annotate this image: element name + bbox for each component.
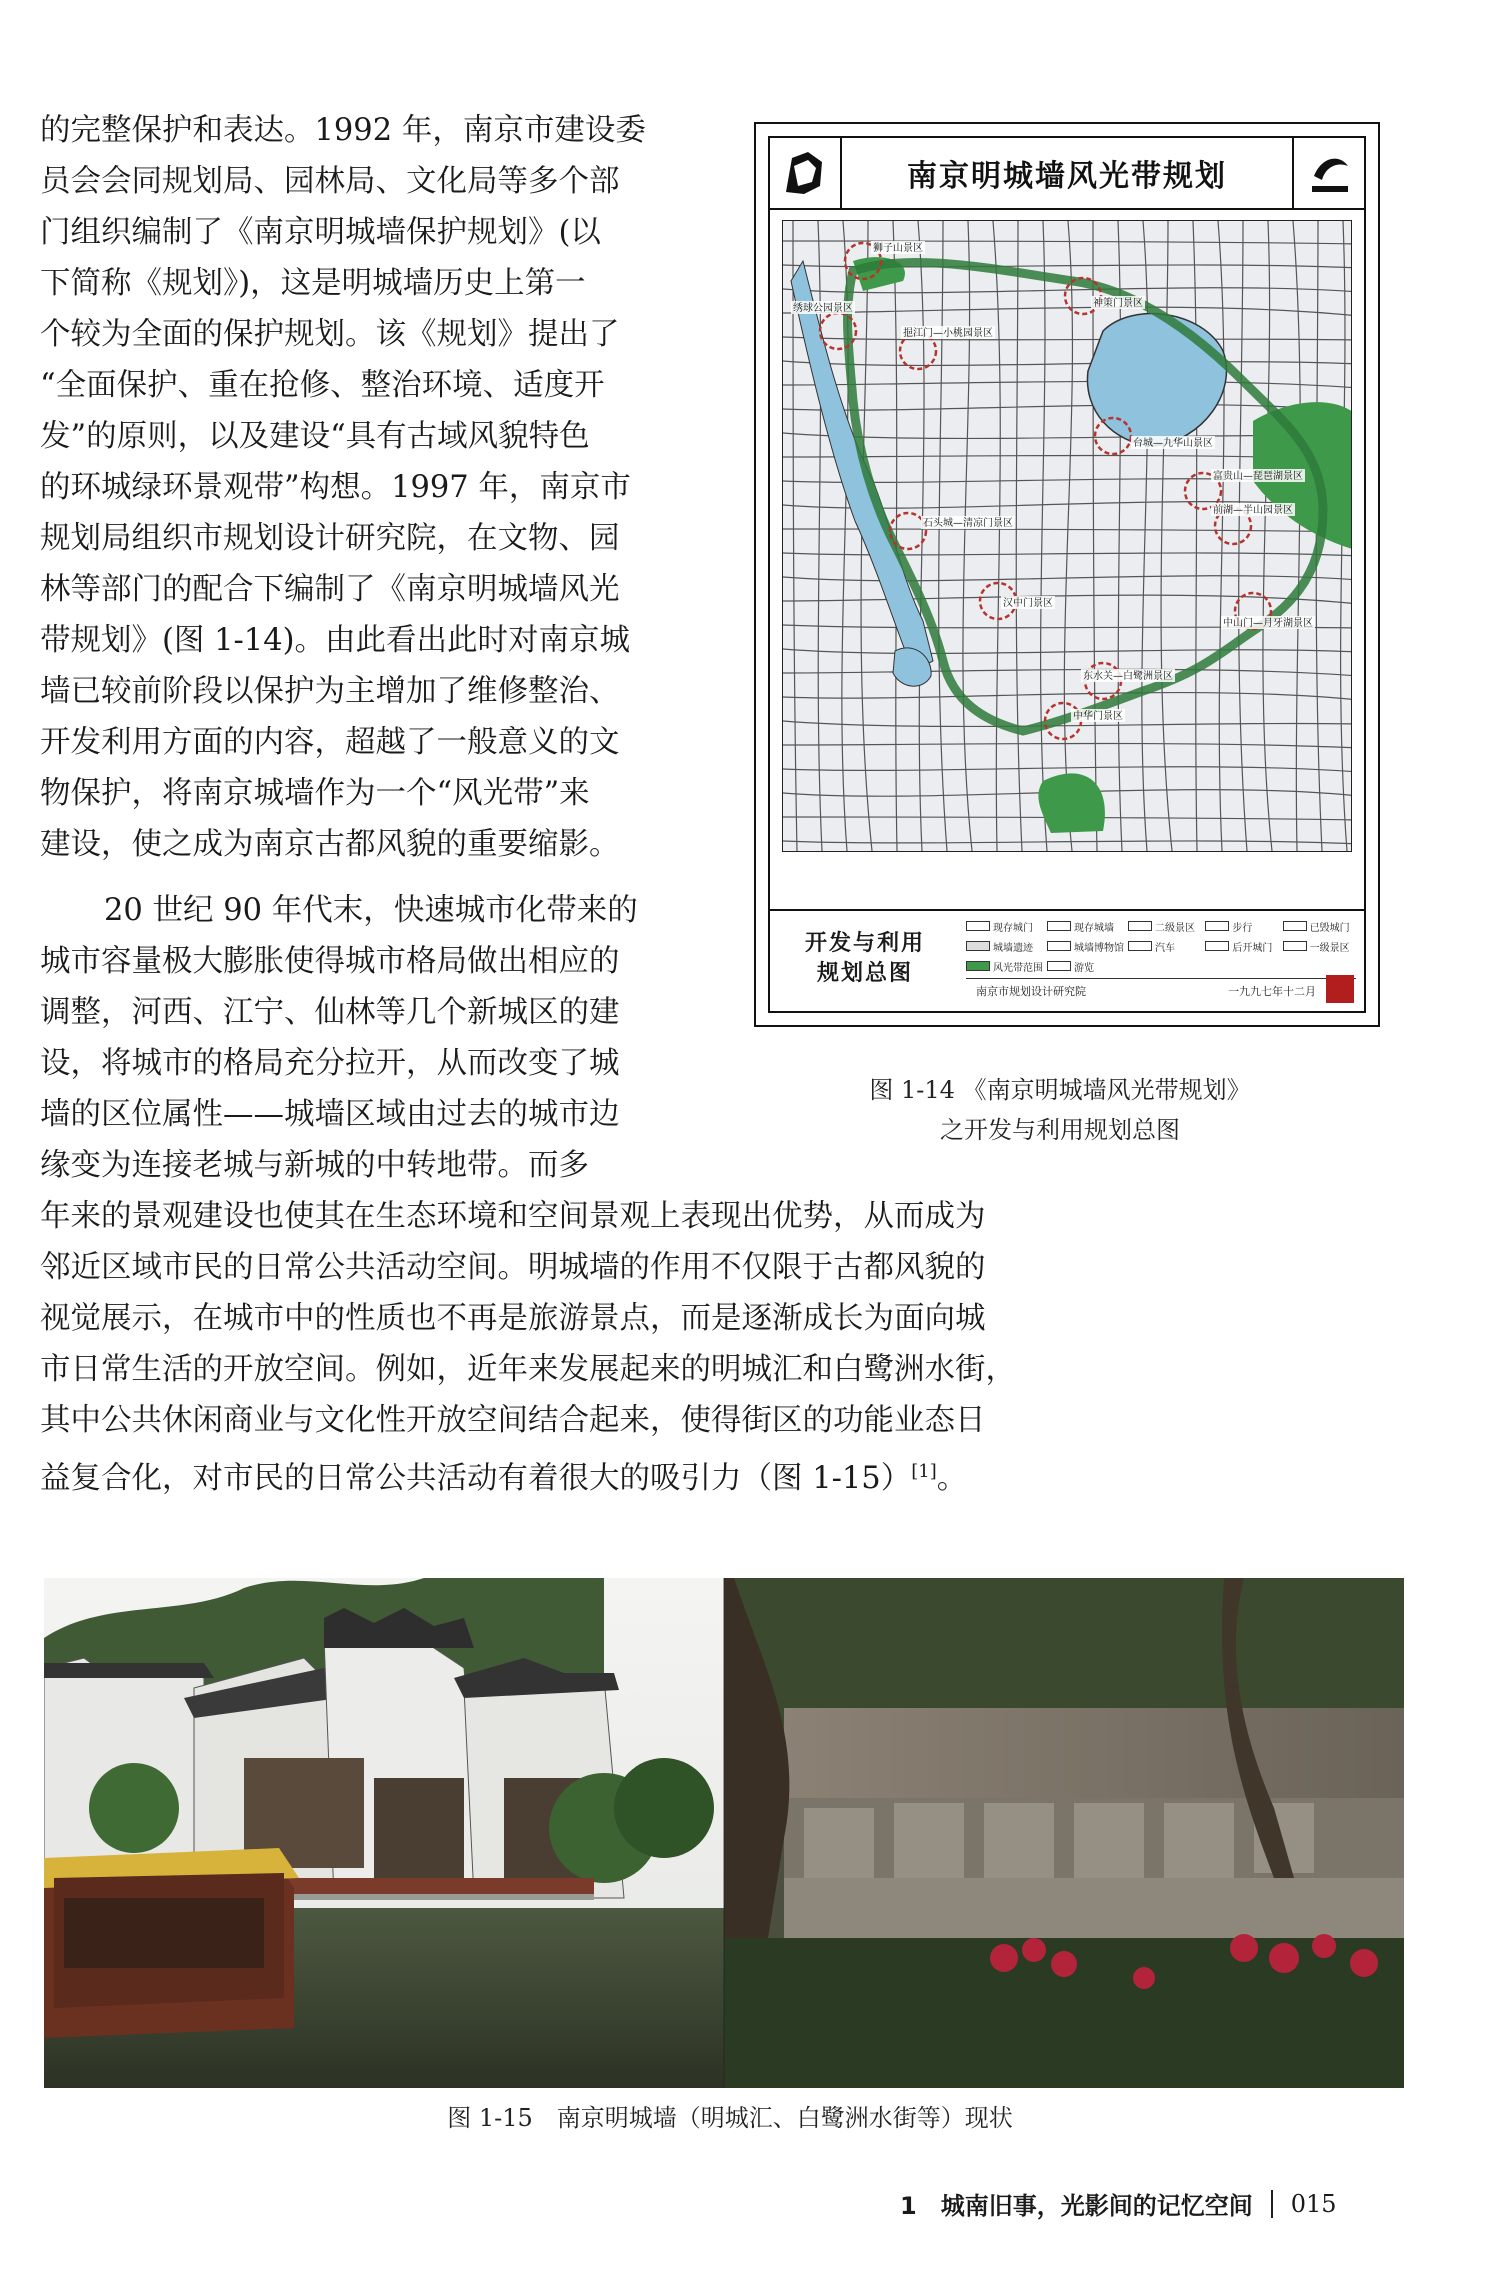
text-line: 规划局组织市规划设计研究院，在文物、园 (40, 521, 620, 556)
text-line: 物保护，将南京城墙作为一个“风光带”来 (40, 776, 590, 811)
city-map-drawing (783, 221, 1352, 851)
legend-key (966, 937, 1043, 955)
text-line: 林等部门的配合下编制了《南京明城墙风光 (40, 572, 620, 607)
legend-footer (966, 978, 1356, 1003)
legend-swatch (1128, 941, 1152, 951)
map-label: 东水关—白鹭洲景区 (1083, 671, 1173, 682)
text-line: 墙已较前阶段以保护为主增加了维修整治、 (40, 674, 620, 709)
figure-1-14-map (754, 122, 1380, 1027)
legend-key (1205, 917, 1278, 935)
figure-1-14-caption (760, 1070, 1360, 1150)
text-line: 发”的原则，以及建设“具有古域风貌特色 (40, 419, 590, 454)
legend-key-label: 城墙遗迹 (993, 942, 1033, 954)
legend-swatch (1283, 941, 1307, 951)
map-label: 中山门—月牙湖景区 (1223, 618, 1313, 629)
end-punct: 。 (936, 1461, 968, 1497)
legend-key-label: 已毁城门 (1309, 922, 1350, 934)
legend-key (966, 917, 1043, 935)
text-line: 个较为全面的保护规划。该《规划》提出了 (40, 317, 620, 352)
text-line: 益复合化，对市民的日常公共活动有着很大的吸引力（图 1-15）[1]。 (40, 1461, 968, 1497)
map-legend (770, 909, 1364, 1011)
text-line: 建设，使之成为南京古都风貌的重要缩影。 (40, 827, 620, 862)
chapter-title: 1 城南旧事，光影间的记忆空间 (900, 2192, 1253, 2220)
legend-keys (966, 917, 1356, 975)
text-line: “全面保护、重在抢修、整治环境、适度开 (40, 368, 605, 403)
legend-key-label: 一级景区 (1309, 942, 1350, 954)
photo-drawing (44, 1578, 1404, 2088)
footer-separator (1271, 2190, 1273, 2218)
legend-footer-institute: 南京市规划设计研究院 (976, 985, 1086, 998)
citation-ref: [1] (911, 1461, 937, 1482)
text-line: 的完整保护和表达。1992 年，南京市建设委 (40, 113, 646, 148)
map-area (782, 220, 1352, 852)
text-line: 其中公共休闲商业与文化性开放空间结合起来，使得街区的功能业态日 (40, 1403, 986, 1438)
map-label: 挹江门—小桃园景区 (903, 328, 993, 339)
map-header (770, 138, 1364, 210)
map-title: 南京明城墙风光带规划 (840, 138, 1294, 208)
legend-key-label: 现存城墙 (1074, 922, 1114, 934)
page-footer (900, 2186, 1337, 2221)
text-line: 20 世纪 90 年代末，快速城市化带来的 (104, 893, 638, 928)
legend-key-label: 步行 (1232, 922, 1253, 934)
legend-swatch (1205, 941, 1229, 951)
text-line: 调整，河西、江宁、仙林等几个新城区的建 (40, 995, 620, 1030)
legend-swatch (966, 941, 990, 951)
map-label: 台城—九华山景区 (1133, 438, 1213, 449)
legend-key (1128, 917, 1201, 935)
text-line: 缘变为连接老城与新城的中转地带。而多 (40, 1148, 589, 1183)
legend-key-label: 游览 (1074, 962, 1094, 974)
map-label: 狮子山景区 (873, 243, 923, 254)
legend-key (966, 957, 1043, 975)
text-line: 墙的区位属性——城墙区域由过去的城市边 (40, 1097, 620, 1132)
legend-title (780, 929, 950, 989)
legend-key-label: 汽车 (1155, 942, 1175, 954)
map-label: 中华门景区 (1073, 711, 1123, 722)
legend-footer-date: 一九九七年十二月 (1228, 985, 1316, 998)
legend-key (1128, 937, 1201, 955)
legend-swatch (1047, 941, 1071, 951)
legend-swatch (1047, 921, 1071, 931)
text-line: 下简称《规划》)，这是明城墙历史上第一 (40, 266, 586, 301)
legend-key (1205, 937, 1278, 955)
legend-key-label: 后开城门 (1232, 942, 1273, 954)
legend-swatch (1047, 961, 1071, 971)
figure-1-15-caption: 图 1-15 南京明城墙（明城汇、白鹭洲水街等）现状 (447, 2104, 1013, 2132)
text-line: 的环城绿环景观带”构想。1997 年，南京市 (40, 470, 631, 505)
map-frame (768, 136, 1366, 1013)
page-number: 015 (1290, 2189, 1337, 2218)
legend-key (1047, 957, 1124, 975)
figure-1-15-photo (44, 1578, 1404, 2088)
legend-swatch (1128, 921, 1152, 931)
legend-key-label: 现存城门 (993, 922, 1033, 934)
map-label: 石头城—清凉门景区 (923, 518, 1013, 529)
text-line: 门组织编制了《南京明城墙保护规划》(以 (40, 215, 601, 250)
legend-key (1283, 937, 1356, 955)
text-line: 视觉展示，在城市中的性质也不再是旅游景点，而是逐渐成长为面向城 (40, 1301, 986, 1336)
caption-line2: 之开发与利用规划总图 (940, 1116, 1180, 1144)
legend-swatch (1205, 921, 1229, 931)
legend-title-line1: 开发与利用 (804, 931, 925, 956)
legend-swatch (1283, 921, 1307, 931)
map-label: 神策门景区 (1093, 298, 1143, 309)
city-emblem-icon (778, 146, 830, 200)
map-label: 汉中门景区 (1003, 598, 1053, 609)
map-label: 绣球公园景区 (793, 303, 853, 314)
text-line: 市日常生活的开放空间。例如，近年来发展起来的明城汇和白鹭洲水街， (40, 1352, 1016, 1387)
text-line: 设，将城市的格局充分拉开，从而改变了城 (40, 1046, 620, 1081)
legend-swatch (966, 921, 990, 931)
legend-key-label: 二级景区 (1155, 922, 1195, 934)
text-line: 城市容量极大膨胀使得城市格局做出相应的 (40, 944, 620, 979)
legend-title-line2: 规划总图 (816, 961, 913, 986)
legend-key (1047, 917, 1124, 935)
text-line: 邻近区域市民的日常公共活动空间。明城墙的作用不仅限于古都风貌的 (40, 1250, 986, 1285)
text-line: 带规划》(图 1-14)。由此看出此时对南京城 (40, 623, 631, 658)
red-seal-icon (1326, 975, 1354, 1003)
legend-key-label: 城墙博物馆 (1074, 942, 1124, 954)
map-label: 富贵山—琵琶湖景区 (1213, 471, 1303, 482)
map-label: 前湖—半山园景区 (1213, 505, 1293, 516)
legend-swatch (966, 961, 990, 971)
text-line: 年来的景观建设也使其在生态环境和空间景观上表现出优势，从而成为 (40, 1199, 986, 1234)
caption-line1: 图 1-14 《南京明城墙风光带规划》 (869, 1076, 1251, 1104)
text-line: 开发利用方面的内容，超越了一般意义的文 (40, 725, 620, 760)
paragraph-1 (40, 105, 705, 870)
legend-key (1283, 917, 1356, 935)
legend-key-label: 风光带范围 (993, 962, 1043, 974)
text-line: 员会会同规划局、园林局、文化局等多个部 (40, 164, 620, 199)
legend-key (1047, 937, 1124, 955)
institute-logo-icon (1304, 146, 1356, 200)
